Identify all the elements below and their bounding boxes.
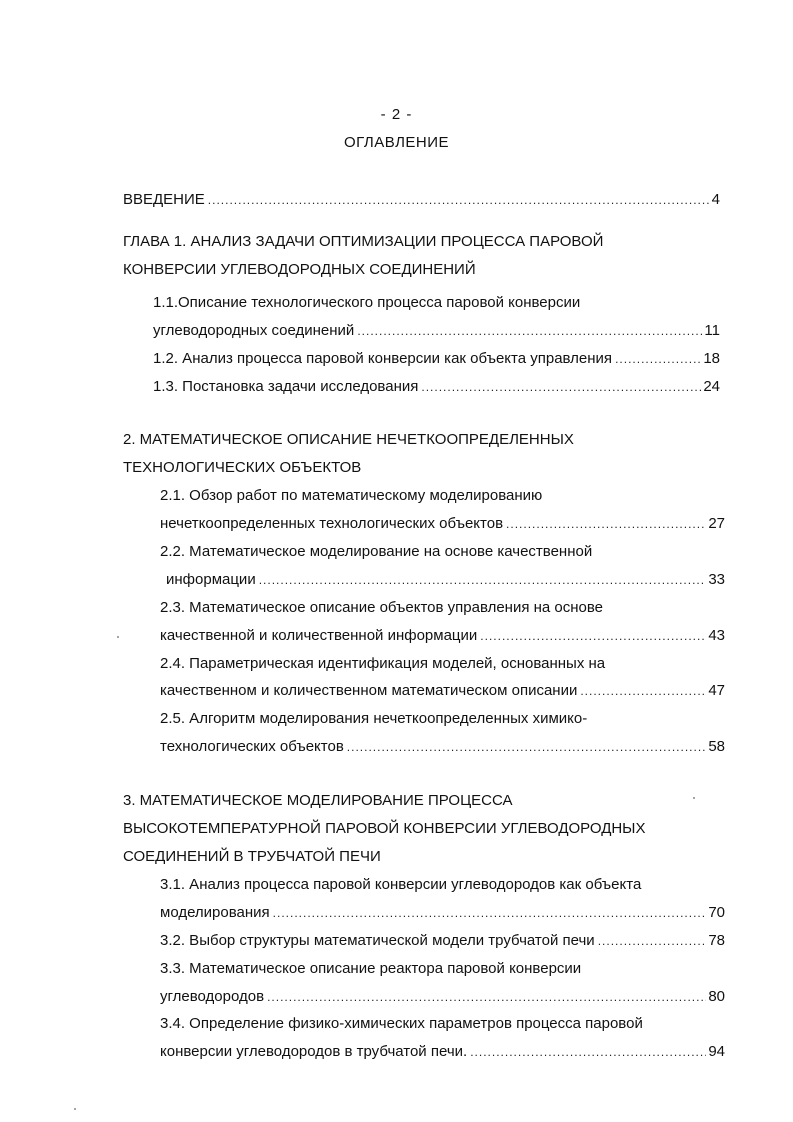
toc-entry-2-1-line-1: 2.1. Обзор работ по математическому моделированию bbox=[160, 487, 543, 504]
toc-page-number: 80 bbox=[708, 988, 725, 1005]
toc-page-number: 24 bbox=[703, 378, 720, 395]
toc-entry-1-1[interactable] bbox=[153, 320, 720, 342]
toc-entry-intro[interactable] bbox=[123, 189, 720, 211]
toc-page-number: 11 bbox=[704, 322, 720, 339]
toc-entry-label: конверсии углеводородов в трубчатой печи. bbox=[160, 1043, 468, 1060]
scan-speck bbox=[693, 797, 695, 799]
dot-leader bbox=[480, 625, 706, 647]
toc-entry-2-4-line-1: 2.4. Параметрическая идентификация моделей, основанных на bbox=[160, 655, 606, 672]
toc-entry-2-2[interactable] bbox=[166, 569, 725, 591]
toc-entry-label: нечеткоопределенных технологических объектов bbox=[160, 515, 504, 532]
scan-speck bbox=[117, 636, 119, 638]
toc-entry-label: 3.2. Выбор структуры математической модели трубчатой печи bbox=[160, 932, 595, 949]
toc-page-number: 33 bbox=[708, 571, 725, 588]
chapter-1-heading-line-2: КОНВЕРСИИ УГЛЕВОДОРОДНЫХ СОЕДИНЕНИЙ bbox=[123, 261, 476, 278]
toc-entry-3-3[interactable] bbox=[160, 986, 725, 1008]
toc-entry-label: углеводородов bbox=[160, 988, 265, 1005]
toc-entry-3-4-line-1: 3.4. Определение физико-химических параметров процесса паровой bbox=[160, 1015, 643, 1032]
dot-leader bbox=[615, 348, 701, 370]
toc-entry-label: ВВЕДЕНИЕ bbox=[123, 191, 205, 208]
toc-entry-3-2[interactable] bbox=[160, 930, 725, 952]
chapter-2-heading-line-2: ТЕХНОЛОГИЧЕСКИХ ОБЪЕКТОВ bbox=[123, 459, 362, 476]
toc-entry-label: углеводородных соединений bbox=[153, 322, 355, 339]
dot-leader bbox=[259, 569, 707, 591]
toc-entry-1-2[interactable] bbox=[153, 348, 720, 370]
toc-entry-3-1[interactable] bbox=[160, 902, 725, 924]
toc-entry-label: технологических объектов bbox=[160, 738, 344, 755]
dot-leader bbox=[470, 1041, 706, 1063]
toc-entry-2-5-line-1: 2.5. Алгоритм моделирования нечеткоопределенных химико- bbox=[160, 710, 588, 727]
toc-entry-3-3-line-1: 3.3. Математическое описание реактора паровой конверсии bbox=[160, 960, 582, 977]
toc-entry-2-3-line-1: 2.3. Математическое описание объектов управления на основе bbox=[160, 599, 604, 616]
dot-leader bbox=[267, 986, 706, 1008]
toc-entry-label: качественной и количественной информации bbox=[160, 627, 478, 644]
toc-entry-label: 1.3. Постановка задачи исследования bbox=[153, 378, 419, 395]
chapter-3-heading-line-1: 3. МАТЕМАТИЧЕСКОЕ МОДЕЛИРОВАНИЕ ПРОЦЕССА bbox=[123, 792, 513, 809]
toc-entry-label: моделирования bbox=[160, 904, 270, 921]
dot-leader bbox=[357, 320, 702, 342]
dot-leader bbox=[208, 189, 710, 211]
chapter-2-heading-line-1: 2. МАТЕМАТИЧЕСКОЕ ОПИСАНИЕ НЕЧЕТКООПРЕДЕЛЕННЫХ bbox=[123, 431, 574, 448]
dot-leader bbox=[347, 736, 707, 758]
toc-page-number: 94 bbox=[708, 1043, 725, 1060]
chapter-3-heading-line-2: ВЫСОКОТЕМПЕРАТУРНОЙ ПАРОВОЙ КОНВЕРСИИ УГЛЕВОДОРОДНЫХ bbox=[123, 820, 646, 837]
toc-entry-label: информации bbox=[166, 571, 256, 588]
toc-page-number: 58 bbox=[708, 738, 725, 755]
scan-speck bbox=[74, 1108, 76, 1110]
toc-entry-3-4[interactable] bbox=[160, 1041, 725, 1063]
dot-leader bbox=[273, 902, 707, 924]
dot-leader bbox=[421, 376, 701, 398]
toc-entry-label: качественном и количественном математическом описании bbox=[160, 682, 578, 699]
page-title: ОГЛАВЛЕНИЕ bbox=[343, 134, 450, 151]
toc-entry-label: 1.2. Анализ процесса паровой конверсии как объекта управления bbox=[153, 350, 613, 367]
toc-page-number: 70 bbox=[708, 904, 725, 921]
toc-page-number: 78 bbox=[708, 932, 725, 949]
chapter-3-heading-line-3: СОЕДИНЕНИЙ В ТРУБЧАТОЙ ПЕЧИ bbox=[123, 848, 381, 865]
toc-entry-2-1[interactable] bbox=[160, 513, 725, 535]
toc-page-number: 47 bbox=[708, 682, 725, 699]
dot-leader bbox=[580, 680, 706, 702]
chapter-1-heading-line-1: ГЛАВА 1. АНАЛИЗ ЗАДАЧИ ОПТИМИЗАЦИИ ПРОЦЕССА ПАРОВОЙ bbox=[123, 233, 604, 250]
toc-entry-2-4[interactable] bbox=[160, 680, 725, 702]
toc-page-number: 43 bbox=[708, 627, 725, 644]
toc-entry-1-1-line-1: 1.1.Описание технологического процесса паровой конверсии bbox=[153, 294, 581, 311]
toc-page-number: 27 bbox=[708, 515, 725, 532]
toc-entry-1-3[interactable] bbox=[153, 376, 720, 398]
toc-page-number: 4 bbox=[711, 191, 720, 208]
toc-entry-2-2-line-1: 2.2. Математическое моделирование на основе качественной bbox=[160, 543, 593, 560]
toc-entry-2-3[interactable] bbox=[160, 625, 725, 647]
toc-entry-3-1-line-1: 3.1. Анализ процесса паровой конверсии углеводородов как объекта bbox=[160, 876, 642, 893]
toc-page-number: 18 bbox=[703, 350, 720, 367]
dot-leader bbox=[506, 513, 706, 535]
page-number: - 2 - bbox=[380, 106, 413, 123]
toc-entry-2-5[interactable] bbox=[160, 736, 725, 758]
dot-leader bbox=[598, 930, 707, 952]
